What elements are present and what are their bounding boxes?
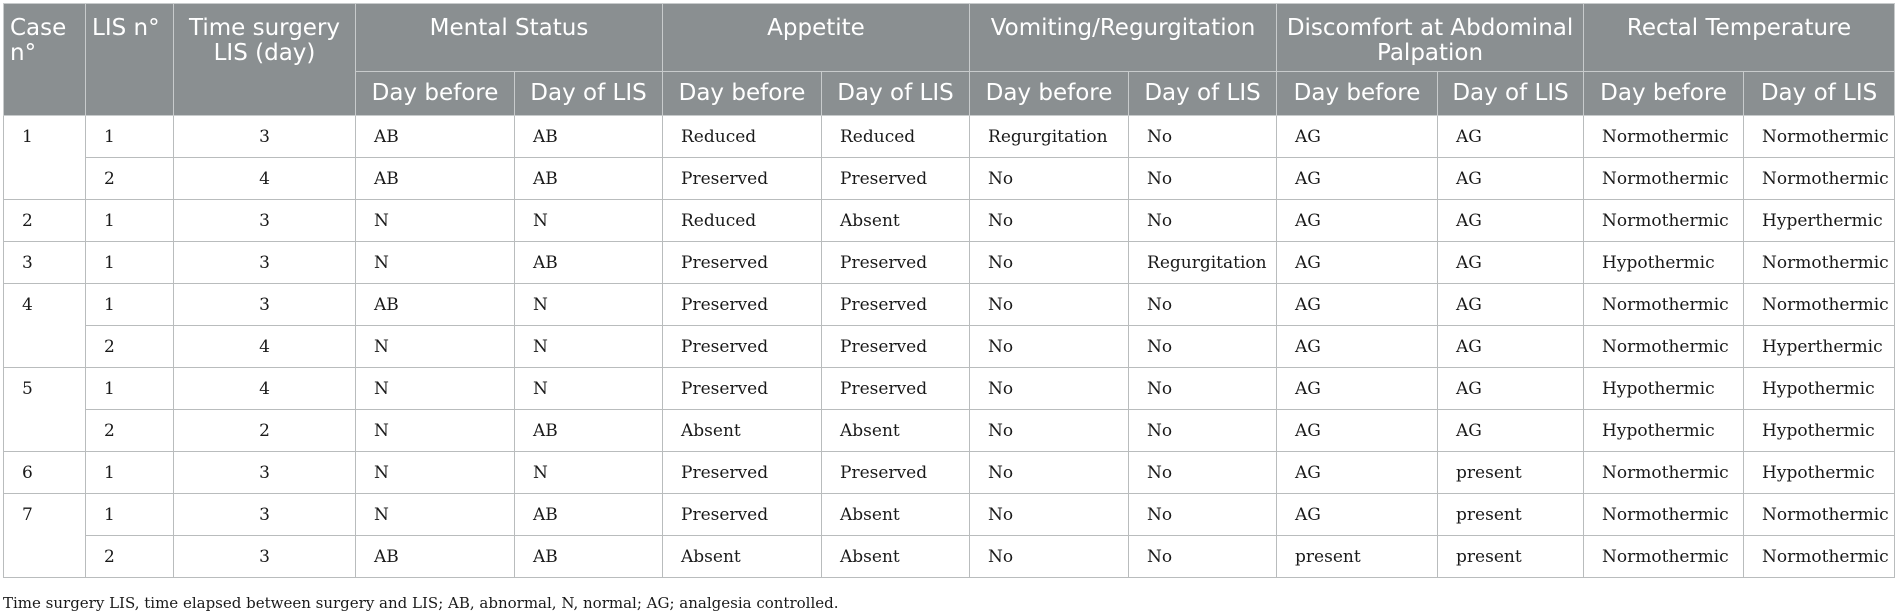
table-row xyxy=(4,452,1895,494)
cell-ap-d: Absent xyxy=(822,536,970,578)
cell-vr-d: No xyxy=(1129,200,1277,242)
cell-lis: 1 xyxy=(86,368,174,410)
cell-ms-d: AB xyxy=(515,494,663,536)
header-day-before: Day before xyxy=(970,72,1129,116)
cell-vr-b: No xyxy=(970,242,1129,284)
cell-di-d: AG xyxy=(1438,284,1584,326)
cell-rt-b: Normothermic xyxy=(1584,536,1744,578)
table-row xyxy=(4,494,1895,536)
cell-ap-b: Preserved xyxy=(663,494,822,536)
cell-ms-b: AB xyxy=(356,116,515,158)
cell-ap-d: Absent xyxy=(822,494,970,536)
cell-rt-b: Normothermic xyxy=(1584,284,1744,326)
cell-time: 3 xyxy=(174,494,356,536)
cell-lis: 1 xyxy=(86,452,174,494)
cell-rt-b: Hypothermic xyxy=(1584,410,1744,452)
cell-ap-b: Reduced xyxy=(663,200,822,242)
table-row xyxy=(4,242,1895,284)
cell-ap-b: Preserved xyxy=(663,158,822,200)
cell-rt-d: Hypothermic xyxy=(1744,368,1895,410)
cell-time: 3 xyxy=(174,452,356,494)
cell-rt-d: Hyperthermic xyxy=(1744,200,1895,242)
cell-ms-d: AB xyxy=(515,242,663,284)
cell-time: 4 xyxy=(174,158,356,200)
cell-vr-d: No xyxy=(1129,326,1277,368)
cell-di-d: AG xyxy=(1438,368,1584,410)
cell-vr-d: Regurgitation xyxy=(1129,242,1277,284)
cell-lis: 2 xyxy=(86,158,174,200)
header-day-of-lis: Day of LIS xyxy=(822,72,970,116)
cell-lis: 1 xyxy=(86,242,174,284)
header-day-before: Day before xyxy=(356,72,515,116)
table-footnote: Time surgery LIS, time elapsed between surgery and LIS; AB, abnormal, N, normal; AG; analgesia controlled. xyxy=(3,594,839,612)
header-case: Case n° xyxy=(4,4,86,116)
cell-vr-b: No xyxy=(970,494,1129,536)
cell-di-b: AG xyxy=(1277,326,1438,368)
cell-di-d: present xyxy=(1438,452,1584,494)
cell-time: 3 xyxy=(174,242,356,284)
cell-di-d: AG xyxy=(1438,242,1584,284)
cell-vr-d: No xyxy=(1129,494,1277,536)
cell-di-d: AG xyxy=(1438,326,1584,368)
cell-time: 3 xyxy=(174,200,356,242)
cell-ms-d: AB xyxy=(515,116,663,158)
header-day-before: Day before xyxy=(1277,72,1438,116)
cell-di-d: AG xyxy=(1438,200,1584,242)
cell-case: 5 xyxy=(4,368,86,452)
cell-rt-b: Normothermic xyxy=(1584,494,1744,536)
cell-ap-d: Preserved xyxy=(822,242,970,284)
cell-ms-b: N xyxy=(356,326,515,368)
cell-vr-d: No xyxy=(1129,158,1277,200)
cell-di-b: AG xyxy=(1277,116,1438,158)
cell-ap-d: Reduced xyxy=(822,116,970,158)
cell-ap-b: Preserved xyxy=(663,326,822,368)
header-vomiting: Vomiting/Regurgitation xyxy=(970,4,1277,72)
cell-ap-d: Preserved xyxy=(822,368,970,410)
cell-rt-b: Normothermic xyxy=(1584,452,1744,494)
header-rectal-temperature: Rectal Temperature xyxy=(1584,4,1895,72)
cell-rt-d: Normothermic xyxy=(1744,158,1895,200)
cell-ms-b: AB xyxy=(356,158,515,200)
cell-case: 3 xyxy=(4,242,86,284)
cell-lis: 1 xyxy=(86,200,174,242)
cell-time: 4 xyxy=(174,326,356,368)
cell-vr-b: No xyxy=(970,536,1129,578)
table-body xyxy=(4,116,1895,578)
cell-rt-d: Normothermic xyxy=(1744,116,1895,158)
cell-di-b: AG xyxy=(1277,242,1438,284)
cell-ap-d: Absent xyxy=(822,200,970,242)
cell-time: 3 xyxy=(174,284,356,326)
table-row xyxy=(4,536,1895,578)
cell-lis: 2 xyxy=(86,410,174,452)
cell-ms-d: AB xyxy=(515,410,663,452)
cell-time: 3 xyxy=(174,536,356,578)
header-day-before: Day before xyxy=(663,72,822,116)
cell-ms-d: AB xyxy=(515,536,663,578)
table-container xyxy=(3,3,1894,578)
header-discomfort: Discomfort at Abdominal Palpation xyxy=(1277,4,1584,72)
cell-lis: 2 xyxy=(86,326,174,368)
cell-vr-b: No xyxy=(970,368,1129,410)
cell-vr-d: No xyxy=(1129,368,1277,410)
cell-lis: 1 xyxy=(86,116,174,158)
cell-ms-d: N xyxy=(515,452,663,494)
cell-vr-b: No xyxy=(970,452,1129,494)
header-day-of-lis: Day of LIS xyxy=(1744,72,1895,116)
cell-di-b: AG xyxy=(1277,200,1438,242)
cell-ms-d: N xyxy=(515,200,663,242)
cell-rt-d: Normothermic xyxy=(1744,242,1895,284)
cell-di-d: present xyxy=(1438,536,1584,578)
cell-rt-d: Normothermic xyxy=(1744,284,1895,326)
cell-ap-b: Preserved xyxy=(663,242,822,284)
cell-ms-d: N xyxy=(515,326,663,368)
header-day-before: Day before xyxy=(1584,72,1744,116)
cell-vr-d: No xyxy=(1129,536,1277,578)
lis-table xyxy=(3,3,1895,578)
cell-rt-b: Hypothermic xyxy=(1584,368,1744,410)
cell-ap-d: Preserved xyxy=(822,284,970,326)
table-row xyxy=(4,158,1895,200)
cell-di-d: present xyxy=(1438,494,1584,536)
header-day-of-lis: Day of LIS xyxy=(1129,72,1277,116)
cell-rt-b: Normothermic xyxy=(1584,116,1744,158)
table-row xyxy=(4,410,1895,452)
cell-di-b: AG xyxy=(1277,452,1438,494)
header-day-of-lis: Day of LIS xyxy=(1438,72,1584,116)
table-row xyxy=(4,116,1895,158)
cell-di-b: present xyxy=(1277,536,1438,578)
cell-case: 6 xyxy=(4,452,86,494)
cell-di-d: AG xyxy=(1438,158,1584,200)
cell-case: 7 xyxy=(4,494,86,578)
cell-vr-b: Regurgitation xyxy=(970,116,1129,158)
cell-ms-b: N xyxy=(356,200,515,242)
cell-vr-d: No xyxy=(1129,284,1277,326)
cell-lis: 1 xyxy=(86,284,174,326)
cell-di-b: AG xyxy=(1277,494,1438,536)
cell-vr-d: No xyxy=(1129,410,1277,452)
cell-rt-d: Hyperthermic xyxy=(1744,326,1895,368)
cell-rt-d: Hypothermic xyxy=(1744,410,1895,452)
cell-rt-d: Hypothermic xyxy=(1744,452,1895,494)
cell-vr-b: No xyxy=(970,326,1129,368)
table-row xyxy=(4,368,1895,410)
cell-ms-d: AB xyxy=(515,158,663,200)
cell-ms-b: AB xyxy=(356,536,515,578)
cell-rt-d: Normothermic xyxy=(1744,494,1895,536)
cell-ap-b: Preserved xyxy=(663,452,822,494)
cell-lis: 1 xyxy=(86,494,174,536)
cell-ap-d: Preserved xyxy=(822,326,970,368)
cell-ap-d: Preserved xyxy=(822,158,970,200)
cell-ap-d: Preserved xyxy=(822,452,970,494)
table-row xyxy=(4,326,1895,368)
cell-ms-b: N xyxy=(356,410,515,452)
cell-case: 2 xyxy=(4,200,86,242)
cell-case: 1 xyxy=(4,116,86,200)
cell-rt-d: Normothermic xyxy=(1744,536,1895,578)
cell-ap-b: Absent xyxy=(663,410,822,452)
header-appetite: Appetite xyxy=(663,4,970,72)
cell-ms-b: N xyxy=(356,242,515,284)
cell-di-d: AG xyxy=(1438,410,1584,452)
header-time: Time surgery LIS (day) xyxy=(174,4,356,116)
cell-vr-d: No xyxy=(1129,116,1277,158)
cell-lis: 2 xyxy=(86,536,174,578)
cell-rt-b: Normothermic xyxy=(1584,326,1744,368)
cell-ap-d: Absent xyxy=(822,410,970,452)
cell-rt-b: Normothermic xyxy=(1584,200,1744,242)
cell-ms-b: N xyxy=(356,368,515,410)
cell-vr-b: No xyxy=(970,158,1129,200)
cell-di-d: AG xyxy=(1438,116,1584,158)
header-row-groups xyxy=(4,4,1895,72)
cell-ms-d: N xyxy=(515,284,663,326)
cell-di-b: AG xyxy=(1277,368,1438,410)
cell-ap-b: Absent xyxy=(663,536,822,578)
cell-ms-d: N xyxy=(515,368,663,410)
cell-di-b: AG xyxy=(1277,284,1438,326)
cell-ap-b: Reduced xyxy=(663,116,822,158)
cell-ap-b: Preserved xyxy=(663,284,822,326)
cell-di-b: AG xyxy=(1277,158,1438,200)
cell-rt-b: Normothermic xyxy=(1584,158,1744,200)
cell-time: 4 xyxy=(174,368,356,410)
cell-vr-b: No xyxy=(970,284,1129,326)
cell-case: 4 xyxy=(4,284,86,368)
header-lis: LIS n° xyxy=(86,4,174,116)
table-row xyxy=(4,284,1895,326)
cell-ms-b: AB xyxy=(356,284,515,326)
cell-vr-b: No xyxy=(970,410,1129,452)
header-mental-status: Mental Status xyxy=(356,4,663,72)
header-day-of-lis: Day of LIS xyxy=(515,72,663,116)
cell-time: 2 xyxy=(174,410,356,452)
table-row xyxy=(4,200,1895,242)
cell-time: 3 xyxy=(174,116,356,158)
cell-ms-b: N xyxy=(356,494,515,536)
cell-di-b: AG xyxy=(1277,410,1438,452)
cell-vr-b: No xyxy=(970,200,1129,242)
cell-ap-b: Preserved xyxy=(663,368,822,410)
cell-ms-b: N xyxy=(356,452,515,494)
cell-vr-d: No xyxy=(1129,452,1277,494)
cell-rt-b: Hypothermic xyxy=(1584,242,1744,284)
